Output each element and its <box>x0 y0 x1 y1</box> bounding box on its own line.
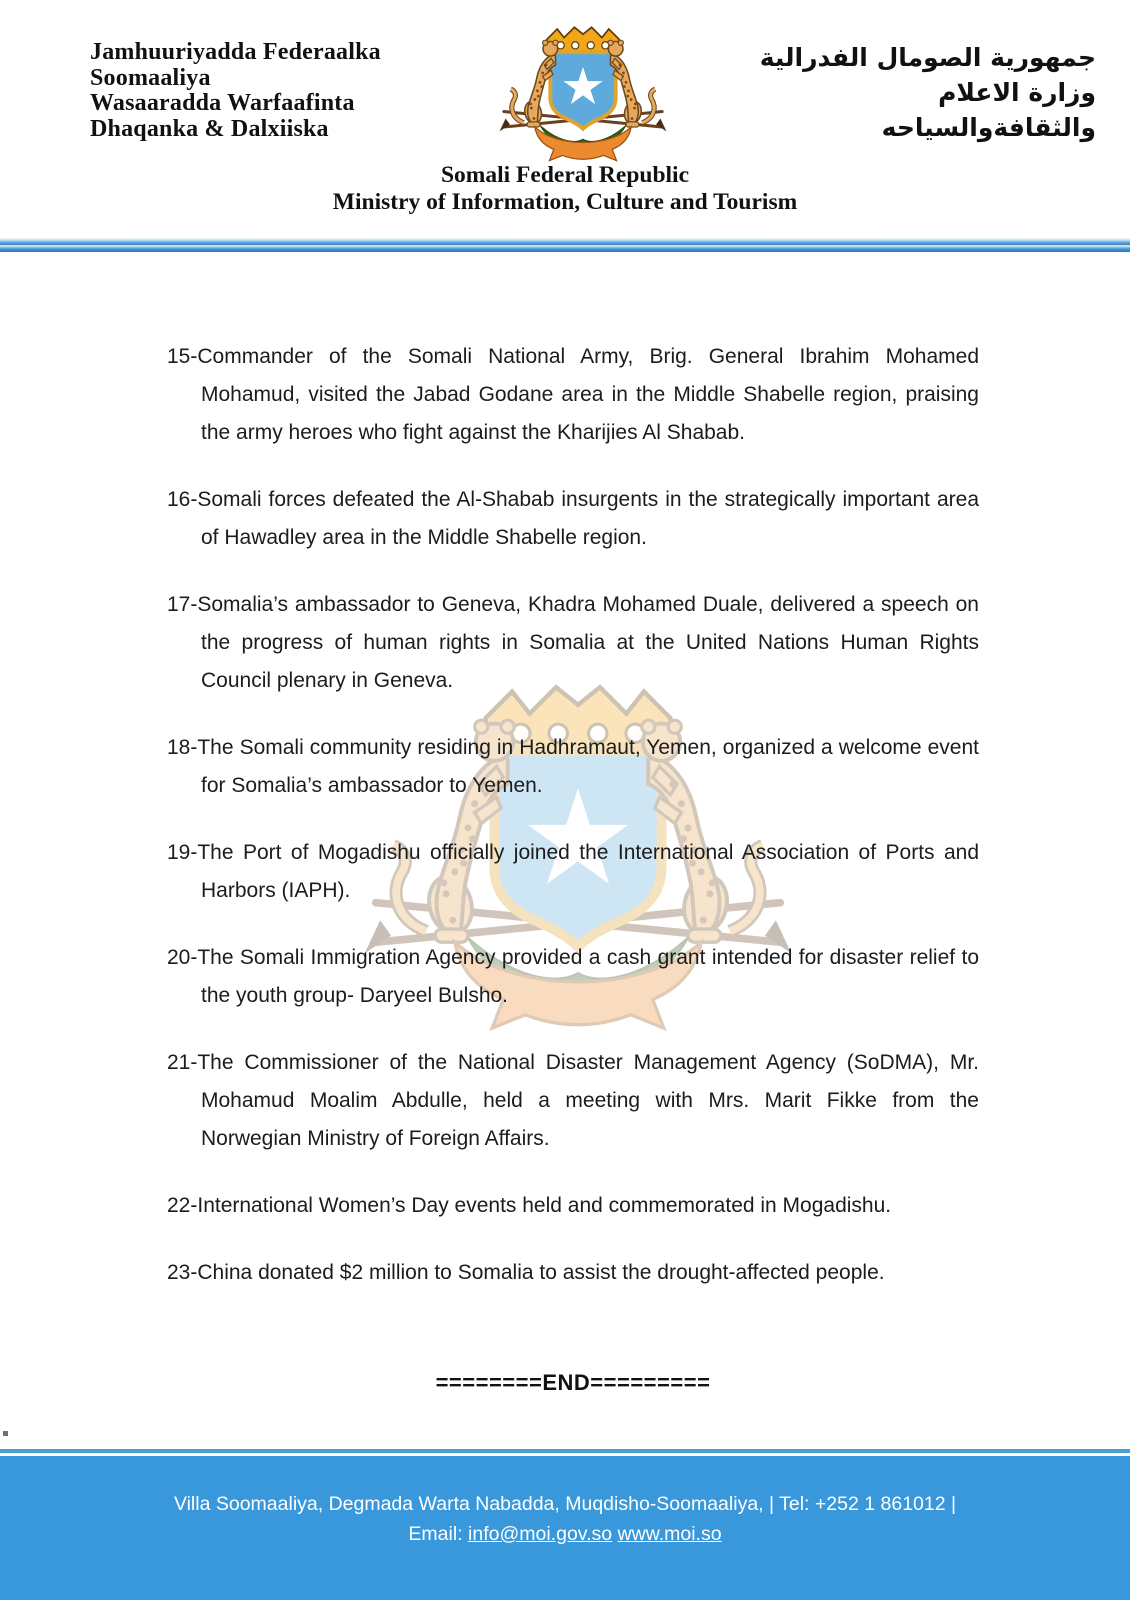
item-number: 19- <box>167 841 198 864</box>
item-text: China donated $2 million to Somalia to assist the drought-affected people. <box>197 1261 885 1284</box>
item-number: 23- <box>167 1261 198 1284</box>
item-number: 20- <box>167 946 198 969</box>
item-number: 16- <box>167 488 198 511</box>
item-text: The Port of Mogadishu officially joined the International Association of Ports and Harbors (IAPH). <box>197 841 979 902</box>
news-item <box>167 481 979 557</box>
letterhead-arabic <box>760 40 1096 145</box>
end-marker: ========END========= <box>435 1370 711 1395</box>
item-text: The Commissioner of the National Disaster Management Agency (SoDMA), Mr. Mohamud Moalim Abdulle, held a meeting with Mrs. Marit Fikke from the Norwegian Ministry of Foreign Affairs. <box>197 1051 979 1150</box>
item-number: 17- <box>167 593 198 616</box>
item-number: 21- <box>167 1051 198 1074</box>
news-item <box>167 1254 979 1292</box>
letterhead-english <box>0 162 1130 215</box>
item-text: The Somali community residing in Hadhramaut, Yemen, organized a welcome event for Somalia’s ambassador to Yemen. <box>197 736 979 797</box>
news-item <box>167 834 979 910</box>
news-item <box>167 1044 979 1158</box>
news-item <box>167 939 979 1015</box>
email-label: Email: <box>408 1523 469 1545</box>
item-text: Somalia’s ambassador to Geneva, Khadra Mohamed Duale, delivered a speech on the progress of human rights in Somalia at the United Nations Human Rights Council plenary in Geneva. <box>197 593 979 692</box>
header-divider <box>0 238 1130 252</box>
item-text: Commander of the Somali National Army, Brig. General Ibrahim Mohamed Mohamud, visited the Jabad Godane area in the Middle Shabelle region, praising the army heroes who fight against the Kharijies Al Shabab. <box>197 345 979 444</box>
news-item <box>167 586 979 700</box>
email-link[interactable]: info@moi.gov.so <box>468 1523 613 1545</box>
news-item <box>167 1187 979 1225</box>
letterhead-arabic-line: والثقافةوالسياحه <box>881 113 1096 142</box>
footer-address: Villa Soomaaliya, Degmada Warta Nabadda, Muqdisho-Soomaaliya, | Tel: +252 1 861012 | <box>173 1493 957 1515</box>
letterhead-arabic-line: وزارة الاعلام <box>938 78 1096 107</box>
item-number: 22- <box>167 1194 198 1217</box>
footer-divider <box>0 1449 1130 1453</box>
letterhead-arabic-line: جمهورية الصومال الفدرالية <box>759 43 1096 72</box>
item-text: International Women’s Day events held and commemorated in Mogadishu. <box>197 1194 892 1217</box>
footer-contacts <box>0 1519 1130 1549</box>
website-link[interactable]: www.moi.so <box>617 1523 722 1545</box>
item-number: 18- <box>167 736 198 759</box>
item-number: 15- <box>167 345 198 368</box>
footer <box>0 1456 1130 1600</box>
ministry-title-line2: Ministry of Information, Culture and Tourism <box>332 188 798 215</box>
somalia-coat-of-arms-icon <box>497 22 669 165</box>
news-item <box>167 729 979 805</box>
stray-dot <box>3 1431 8 1436</box>
item-text: The Somali Immigration Agency provided a cash grant intended for disaster relief to the youth group- Daryeel Bulsho. <box>197 946 979 1007</box>
letterhead-somali-line: Soomaaliya <box>90 64 211 91</box>
news-list <box>167 338 979 1396</box>
item-text: Somali forces defeated the Al-Shabab insurgents in the strategically important area of Hawadley area in the Middle Shabelle region. <box>197 488 979 549</box>
letterhead-somali <box>90 40 381 142</box>
letterhead-somali-line: Jamhuuriyadda Federaalka <box>90 39 381 65</box>
letterhead-somali-line: Wasaaradda Warfaafinta <box>90 90 355 116</box>
ministry-title-line1: Somali Federal Republic <box>440 162 690 188</box>
news-item <box>167 338 979 452</box>
letterhead-somali-line: Dhaqanka & Dalxiiska <box>90 115 329 142</box>
